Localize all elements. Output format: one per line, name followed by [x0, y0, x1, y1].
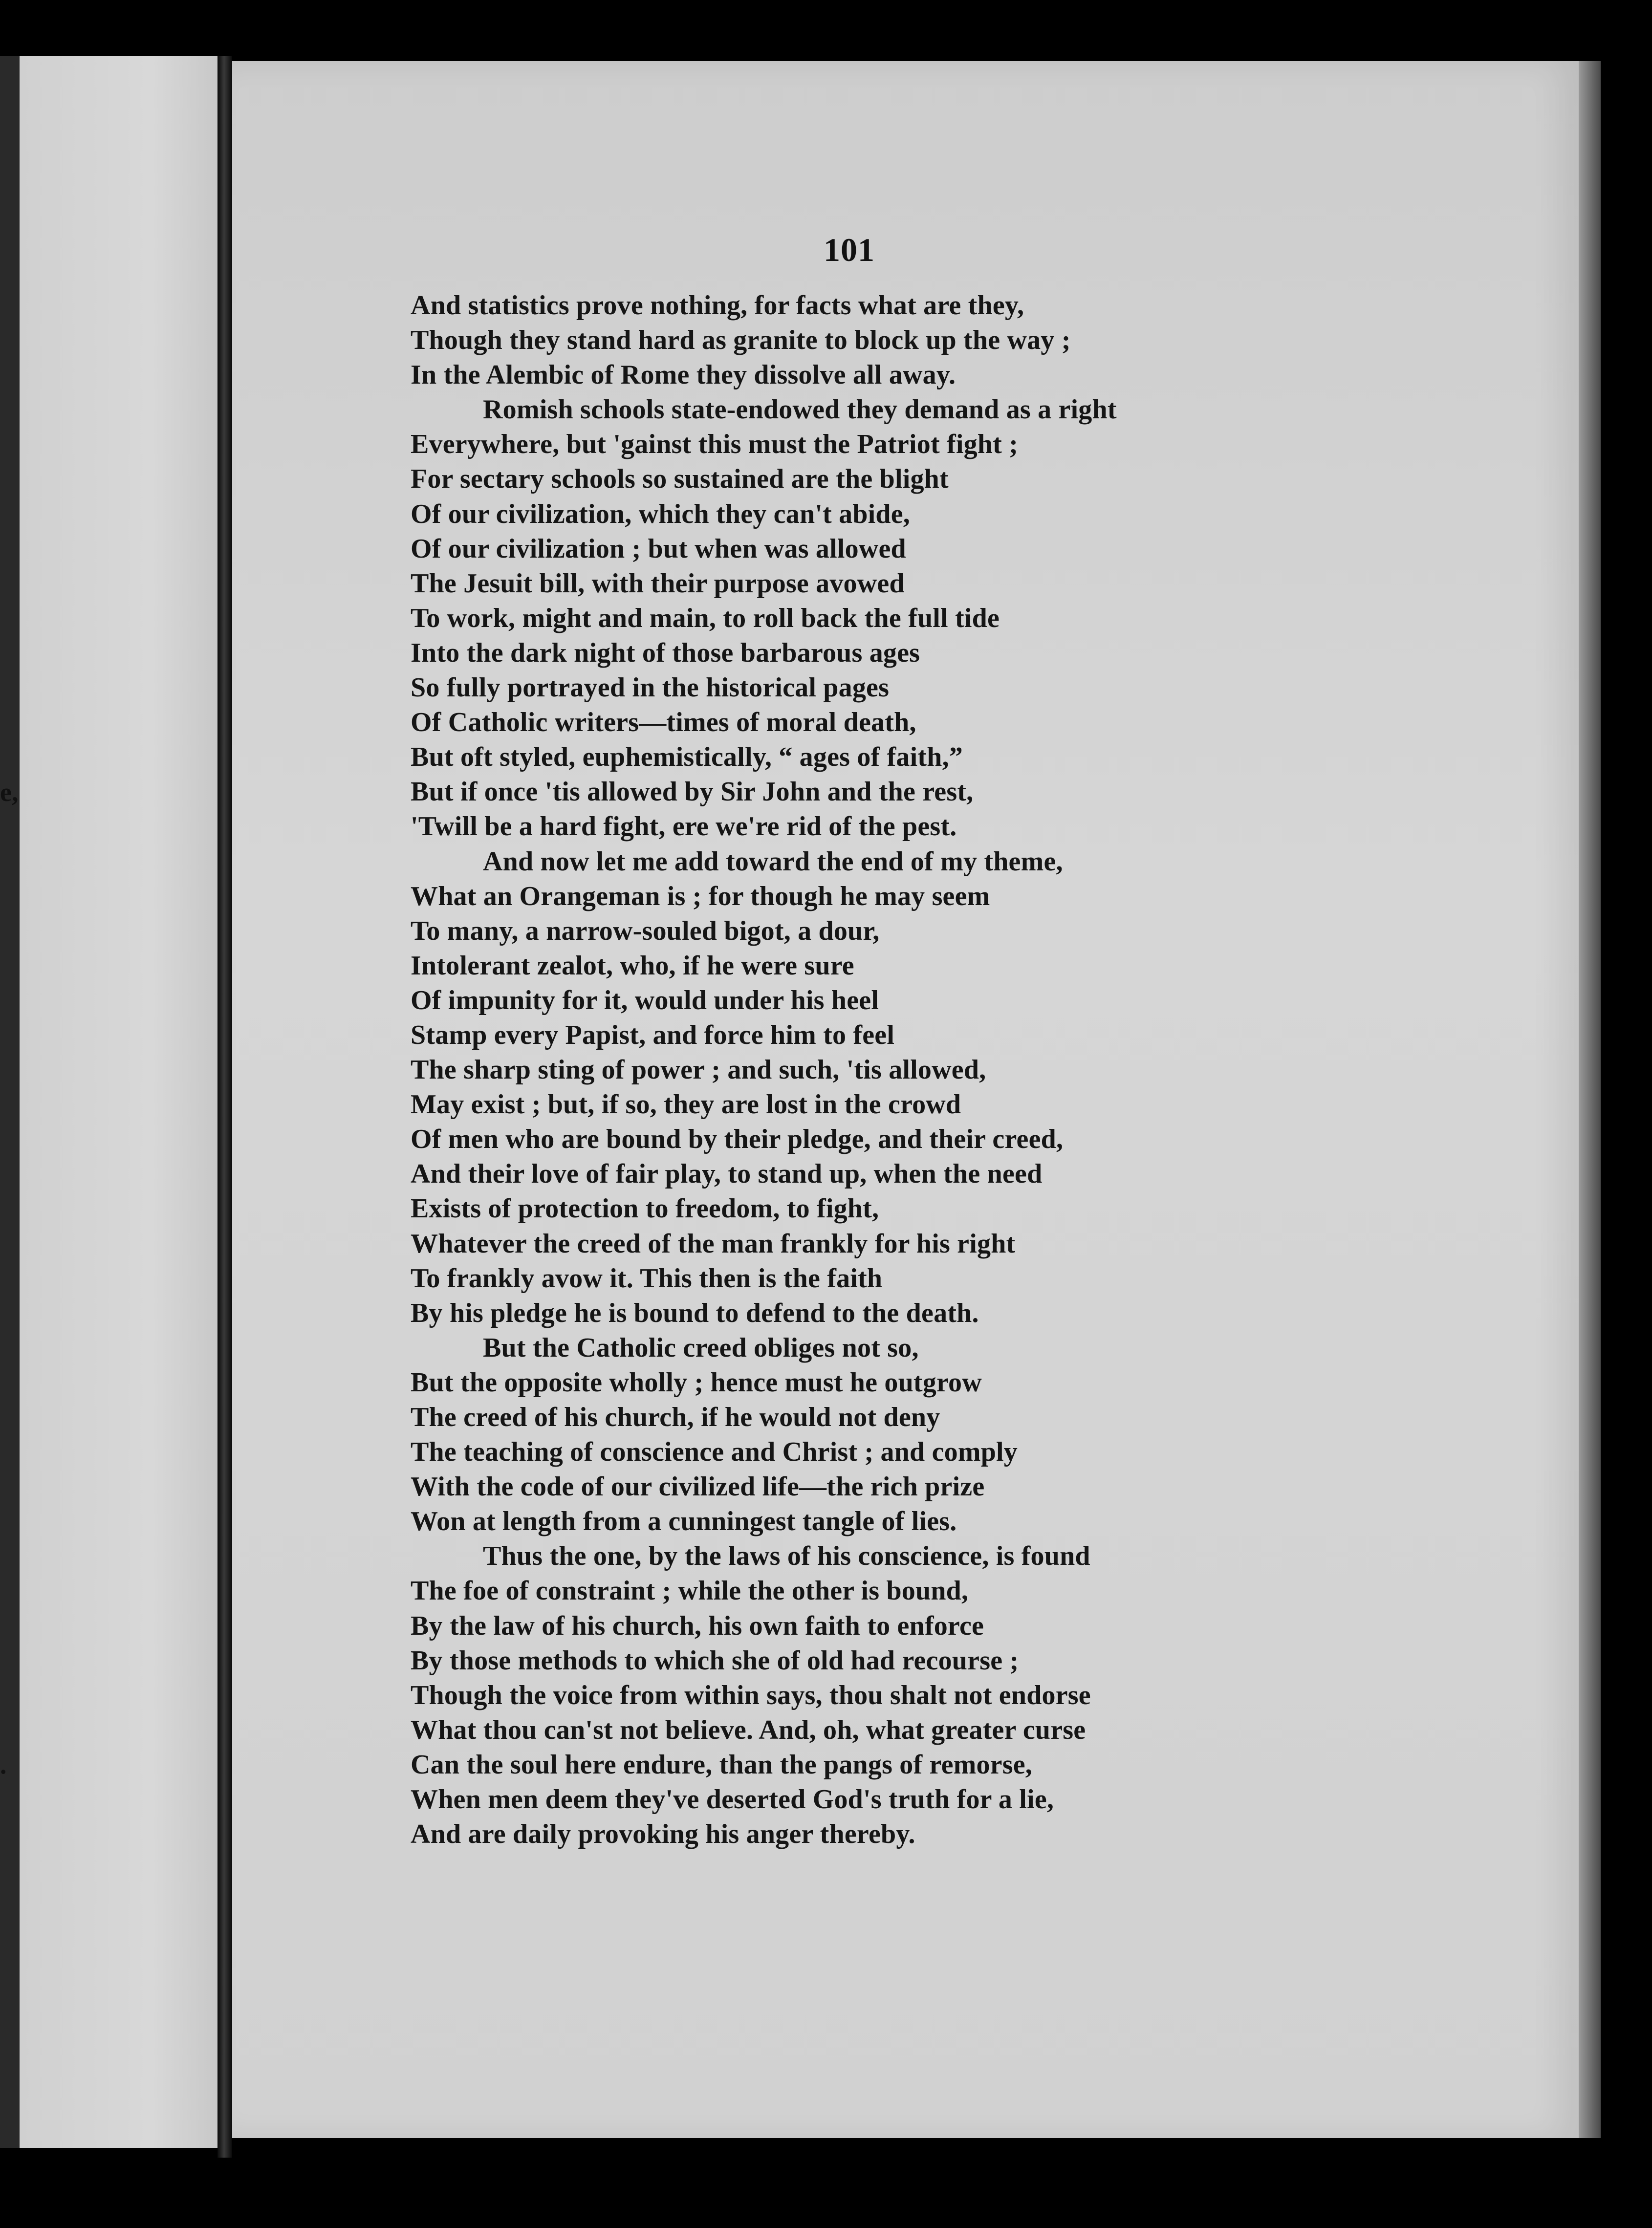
poem-line: The Jesuit bill, with their purpose avowed	[411, 568, 905, 599]
facing-page	[0, 56, 217, 2148]
poem-text	[411, 288, 1117, 1852]
poem-line: What thou can'st not believe. And, oh, what greater curse	[411, 1714, 1086, 1745]
poem-line: Won at length from a cunningest tangle of lies.	[411, 1506, 957, 1537]
page-edge-shadow	[1579, 61, 1601, 2138]
poem-line: Thus the one, by the laws of his conscience, is found	[483, 1541, 1090, 1572]
poem-line: The teaching of conscience and Christ ; and comply	[411, 1437, 1018, 1468]
poem-line: The foe of constraint ; while the other is bound,	[411, 1576, 969, 1606]
poem-line: Of men who are bound by their pledge, and their creed,	[411, 1124, 1064, 1155]
poem-line: Of our civilization ; but when was allowed	[411, 533, 906, 564]
poem-line: To work, might and main, to roll back the full tide	[411, 603, 1000, 633]
poem-line: Stamp every Papist, and force him to feel	[411, 1019, 895, 1050]
poem-line: Exists of protection to freedom, to fight,	[411, 1193, 879, 1224]
poem-line: But the Catholic creed obliges not so,	[483, 1332, 919, 1363]
poem-line: But oft styled, euphemistically, “ ages of faith,”	[411, 742, 963, 773]
poem-line: To many, a narrow-souled bigot, a dour,	[411, 915, 880, 946]
poem-line: The sharp sting of power ; and such, 'tis allowed,	[411, 1055, 986, 1085]
poem-line: And statistics prove nothing, for facts what are they,	[411, 290, 1024, 321]
poem-line: Intolerant zealot, who, if he were sure	[411, 950, 854, 981]
poem-line: With the code of our civilized life—the rich prize	[411, 1471, 985, 1502]
poem-line: By his pledge he is bound to defend to the death.	[411, 1298, 979, 1328]
poem-line: Of Catholic writers—times of moral death,	[411, 707, 916, 738]
poem-line: So fully portrayed in the historical pages	[411, 672, 890, 703]
poem-line: And now let me add toward the end of my theme,	[483, 846, 1063, 877]
poem-line: But if once 'tis allowed by Sir John and the rest,	[411, 777, 974, 807]
poem-line: And their love of fair play, to stand up, when the need	[411, 1159, 1043, 1190]
poem-line: In the Alembic of Rome they dissolve all away.	[411, 360, 956, 390]
facing-page-edge	[0, 56, 20, 2148]
poem-line: When men deem they've deserted God's truth for a lie,	[411, 1784, 1054, 1815]
facing-page-fragment: e,	[0, 778, 19, 807]
poem-line: Of our civilization, which they can't abide,	[411, 498, 910, 529]
poem-line: The creed of his church, if he would not deny	[411, 1402, 940, 1432]
poem-line: Into the dark night of those barbarous ages	[411, 637, 920, 668]
poem-line: Though they stand hard as granite to block up the way ;	[411, 325, 1071, 356]
poem-line: By the law of his church, his own faith to enforce	[411, 1610, 984, 1641]
page-number: 101	[824, 231, 875, 268]
binding-gutter	[217, 56, 232, 2158]
facing-page-fragment: .	[0, 1750, 7, 1779]
poem-line: To frankly avow it. This then is the faith	[411, 1263, 883, 1294]
poem-line: Can the soul here endure, than the pangs of remorse,	[411, 1749, 1032, 1780]
poem-line: What an Orangeman is ; for though he may seem	[411, 881, 990, 911]
poem-line: But the opposite wholly ; hence must he outgrow	[411, 1367, 982, 1398]
poem-line: By those methods to which she of old had recourse ;	[411, 1645, 1019, 1676]
poem-line: Of impunity for it, would under his heel	[411, 985, 879, 1016]
poem-line: Whatever the creed of the man frankly for his right	[411, 1228, 1016, 1259]
poem-line: For sectary schools so sustained are the blight	[411, 464, 949, 495]
poem-line: May exist ; but, if so, they are lost in the crowd	[411, 1089, 961, 1120]
poem-line: Everywhere, but 'gainst this must the Patriot fight ;	[411, 429, 1019, 460]
poem-line: And are daily provoking his anger thereby.	[411, 1819, 915, 1850]
poem-line: 'Twill be a hard fight, ere we're rid of the pest.	[411, 811, 957, 842]
poem-line: Romish schools state-endowed they demand as a right	[483, 394, 1117, 425]
poem-line: Though the voice from within says, thou shalt not endorse	[411, 1680, 1091, 1710]
